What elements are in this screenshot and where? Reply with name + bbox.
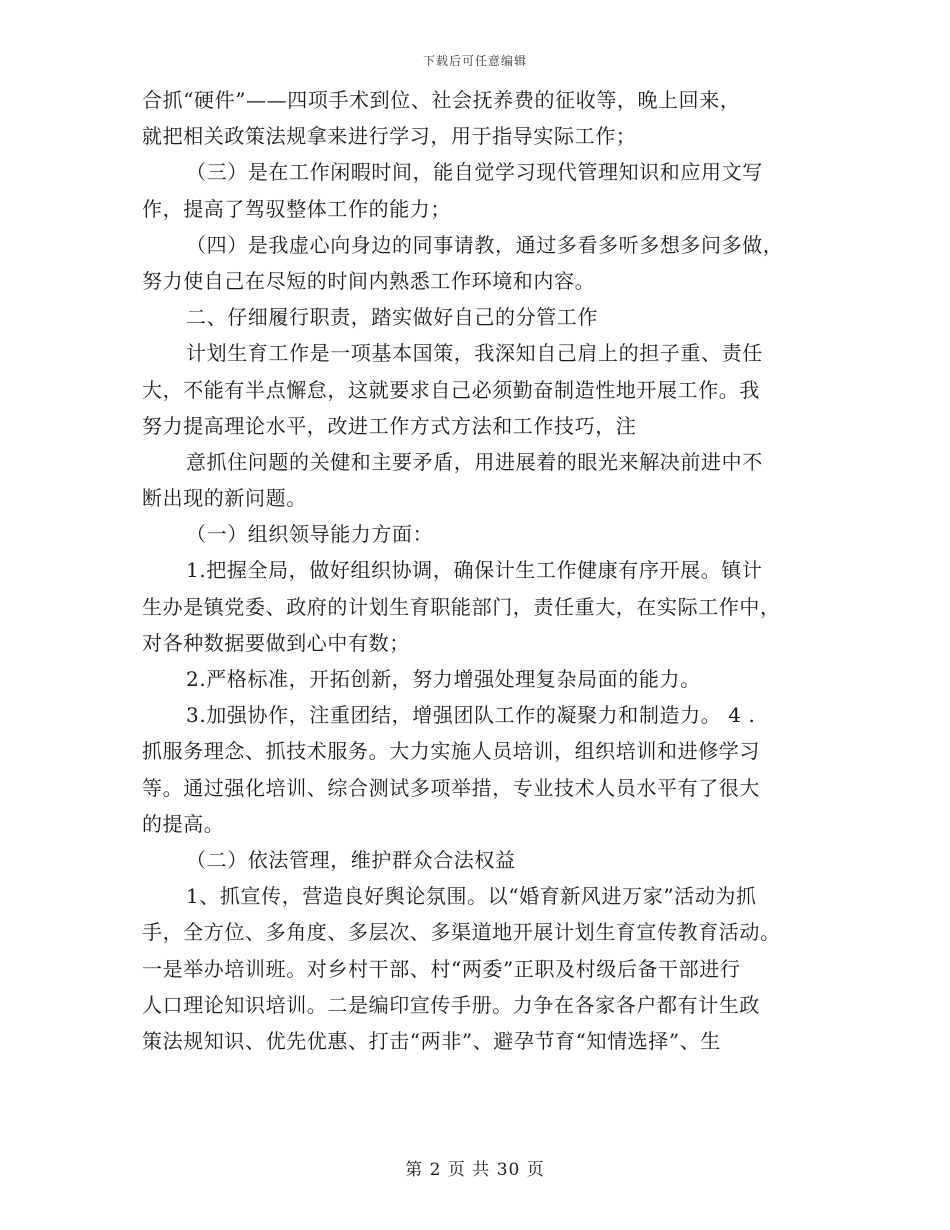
text-line: 1、抓宣传，营造良好舆论氛围。以“婚育新风进万家”活动为抓	[186, 884, 757, 909]
page-footer: 第 2 页 共 30 页	[405, 1160, 545, 1180]
text-line: 抓服务理念、抓技术服务。大力实施人员培训，组织培训和进修学习	[142, 739, 760, 764]
text-line: 努力使自己在尽短的时间内熟悉工作环境和内容。	[142, 268, 596, 293]
text-line: （一）组织领导能力方面：	[186, 522, 434, 547]
text-line: 努力提高理论水平，改进工作方式方法和工作技巧，注	[142, 413, 637, 438]
text-line: 断出现的新问题。	[142, 486, 307, 511]
text-line: （四）是我虚心向身边的同事请教，通过多看多听多想多问多做，	[186, 232, 784, 257]
text-line: 计划生育工作是一项基本国策，我深知自己肩上的担子重、责任	[186, 341, 763, 366]
text-line: 就把相关政策法规拿来进行学习，用于指导实际工作；	[142, 124, 637, 149]
text-line: （二）依法管理，维护群众合法权益	[186, 847, 516, 872]
text-line: 2.严格标准，开拓创新，努力增强处理复杂局面的能力。	[186, 667, 701, 691]
text-line: 对各种数据要做到心中有数；	[142, 630, 410, 655]
text-line: 一是举办培训班。对乡村干部、村“两委”正职及村级后备干部进行	[142, 956, 741, 981]
text-line: 生办是镇党委、政府的计划生育职能部门，责任重大，在实际工作中，	[142, 594, 781, 619]
text-line: 手，全方位、多角度、多层次、多渠道地开展计划生育宣传教育活动。	[142, 920, 781, 945]
text-line: 人口理论知识培训。二是编印宣传手册。力争在各家各户都有计生政	[142, 992, 760, 1017]
text-line: 大，不能有半点懈怠，这就要求自己必须勤奋制造性地开展工作。我	[142, 377, 760, 402]
page-header: 下载后可任意编辑	[422, 54, 527, 68]
text-line: 二、仔细履行职责，踏实做好自己的分管工作	[186, 305, 598, 330]
text-line: 作，提高了驾驭整体工作的能力；	[142, 196, 451, 221]
text-line: 策法规知识、优先优惠、打击“两非”、避孕节育“知情选择”、生	[142, 1028, 721, 1053]
text-line: 的提高。	[142, 811, 225, 836]
text-line: （三）是在工作闲暇时间，能自觉学习现代管理知识和应用文写	[186, 160, 763, 185]
text-line: 1.把握全局，做好组织协调，确保计生工作健康有序开展。镇计	[186, 558, 763, 583]
text-line: 意抓住问题的关健和主要矛盾，用进展着的眼光来解决前进中不	[186, 449, 763, 474]
document-body	[142, 82, 808, 1059]
text-line: 等。通过强化培训、综合测试多项举措，专业技术人员水平有了很大	[142, 775, 760, 800]
text-line: 合抓“硬件”——四项手术到位、社会抚养费的征收等，晚上回来，	[142, 88, 741, 112]
text-line: 3.加强协作，注重团结，增强团队工作的凝聚力和制造力。 4 .	[186, 703, 756, 728]
